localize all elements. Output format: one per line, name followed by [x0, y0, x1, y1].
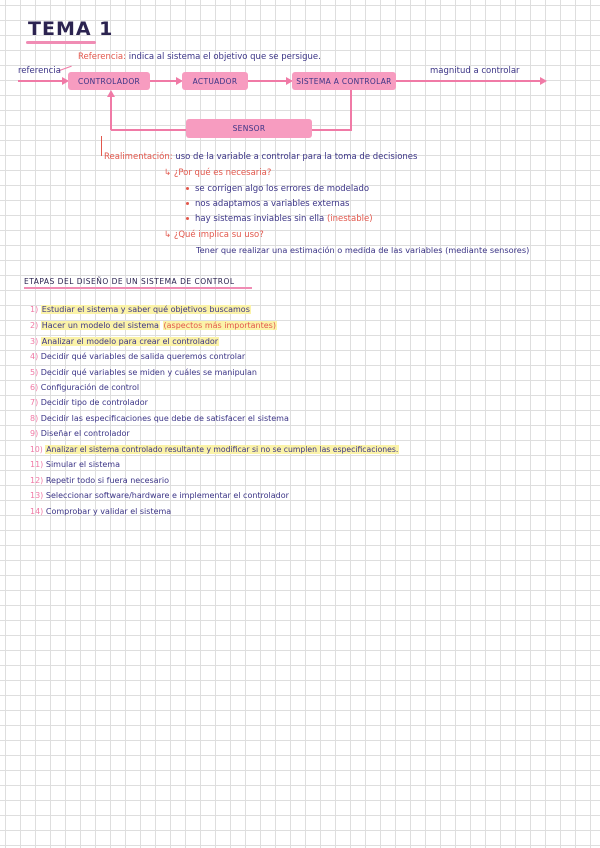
step-item [30, 460, 120, 469]
actuador-block: ACTUADOR [182, 72, 248, 90]
step-text: Decidir qué variables se miden y cuáles se manipulan [40, 368, 257, 377]
output-label: magnitud a controlar [430, 66, 520, 76]
step-item [30, 414, 289, 423]
step-item [30, 507, 171, 516]
bullet-item [186, 199, 349, 209]
bullet-dot [186, 217, 189, 220]
bullet-dot [186, 202, 189, 205]
step-number: 7) [30, 398, 39, 407]
realimentacion-label: Realimentación: [104, 152, 173, 162]
step-number: 11) [30, 460, 44, 469]
section-underline [24, 287, 252, 289]
step-number: 10) [30, 445, 43, 454]
step-text: Hacer un modelo del sistema [41, 321, 159, 330]
step-number: 1) [30, 305, 39, 314]
step-text: Decidir tipo de controlador [40, 398, 148, 407]
realim-pointer [101, 136, 102, 156]
bullet-text: nos adaptamos a variables externas [195, 199, 350, 209]
step-text: Configuración de control [40, 383, 140, 392]
step-item [30, 491, 289, 500]
output-arrow [540, 77, 547, 85]
step-extra: (aspectos más importantes) [163, 321, 276, 330]
step-text: Diseñar el controlador [40, 429, 130, 438]
step-text: Analizar el modelo para crear el controlador [41, 337, 219, 346]
step-text: Simular el sistema [45, 460, 120, 469]
bullet-dot [186, 187, 189, 190]
bullet-extra: (inestable) [326, 214, 373, 224]
step-text: Seleccionar software/hardware e implementar el controlador [45, 491, 289, 500]
step-number: 8) [30, 414, 39, 423]
input-label: referencia [18, 66, 61, 76]
feedback-to-sensor-line [312, 129, 352, 131]
step-text: Estudiar el sistema y saber qué objetivos buscamos [41, 305, 250, 314]
step-text: Analizar el sistema controlado resultante y modificar si no se cumplen las especificaciones. [46, 445, 399, 454]
step-text: Decidir las especificaciones que debe de satisfacer el sistema [40, 414, 289, 423]
controlador-block: CONTROLADOR [68, 72, 150, 90]
answer-text: Tener que realizar una estimación o medida de las variables (mediante sensores) [196, 245, 530, 255]
step-number: 6) [30, 383, 39, 392]
bullet-text: hay sistemas inviables sin ella [195, 214, 325, 224]
step-number: 2) [30, 321, 39, 330]
realimentacion-def [104, 152, 417, 162]
realimentacion-text: uso de la variable a controlar para la toma de decisiones [172, 152, 418, 162]
step-text: Comprobar y validar el sistema [45, 507, 172, 516]
sensor-block: SENSOR [186, 119, 312, 138]
section-title: ETAPAS DEL DISEÑO DE UN SISTEMA DE CONTROL [24, 277, 235, 286]
step-number: 3) [30, 337, 39, 346]
page-title: TEMA 1 [28, 18, 114, 40]
step-number: 14) [30, 507, 44, 516]
step-text: Decidir qué variables de salida queremos controlar [40, 352, 246, 361]
bullet-item [186, 214, 373, 224]
step-text: Repetir todo si fuera necesario [45, 476, 169, 485]
step-item [30, 429, 130, 438]
step-item [30, 321, 277, 330]
feedback-down-line [350, 90, 352, 130]
step-item [30, 383, 139, 392]
feedback-return-line [111, 129, 186, 131]
output-line [396, 80, 542, 82]
question-1: ↳ ¿Por qué es necesaria? [164, 168, 272, 178]
bullet-item [186, 184, 369, 194]
feedback-arrow [107, 90, 115, 97]
referencia-note-label: Referencia: [78, 52, 127, 62]
step-number: 5) [30, 368, 39, 377]
referencia-note [78, 52, 321, 62]
sistema-block: SISTEMA A CONTROLAR [292, 72, 396, 90]
title-underline [26, 41, 96, 44]
step-item [30, 476, 169, 485]
step-item [30, 337, 219, 346]
step-number: 4) [30, 352, 39, 361]
step-number: 9) [30, 429, 39, 438]
step-number: 12) [30, 476, 44, 485]
step-item [30, 368, 257, 377]
referencia-note-text: indica al sistema el objetivo que se persigue. [126, 52, 321, 62]
feedback-up-line [110, 96, 112, 130]
step-item [30, 445, 399, 454]
step-item [30, 398, 148, 407]
step-number: 13) [30, 491, 44, 500]
act-sys-line [248, 80, 288, 82]
step-item [30, 352, 245, 361]
bullet-text: se corrigen algo los errores de modelado [195, 184, 370, 194]
ctrl-act-line [150, 80, 178, 82]
input-line [18, 80, 64, 82]
question-2: ↳ ¿Qué implica su uso? [164, 230, 264, 240]
step-item [30, 305, 251, 314]
